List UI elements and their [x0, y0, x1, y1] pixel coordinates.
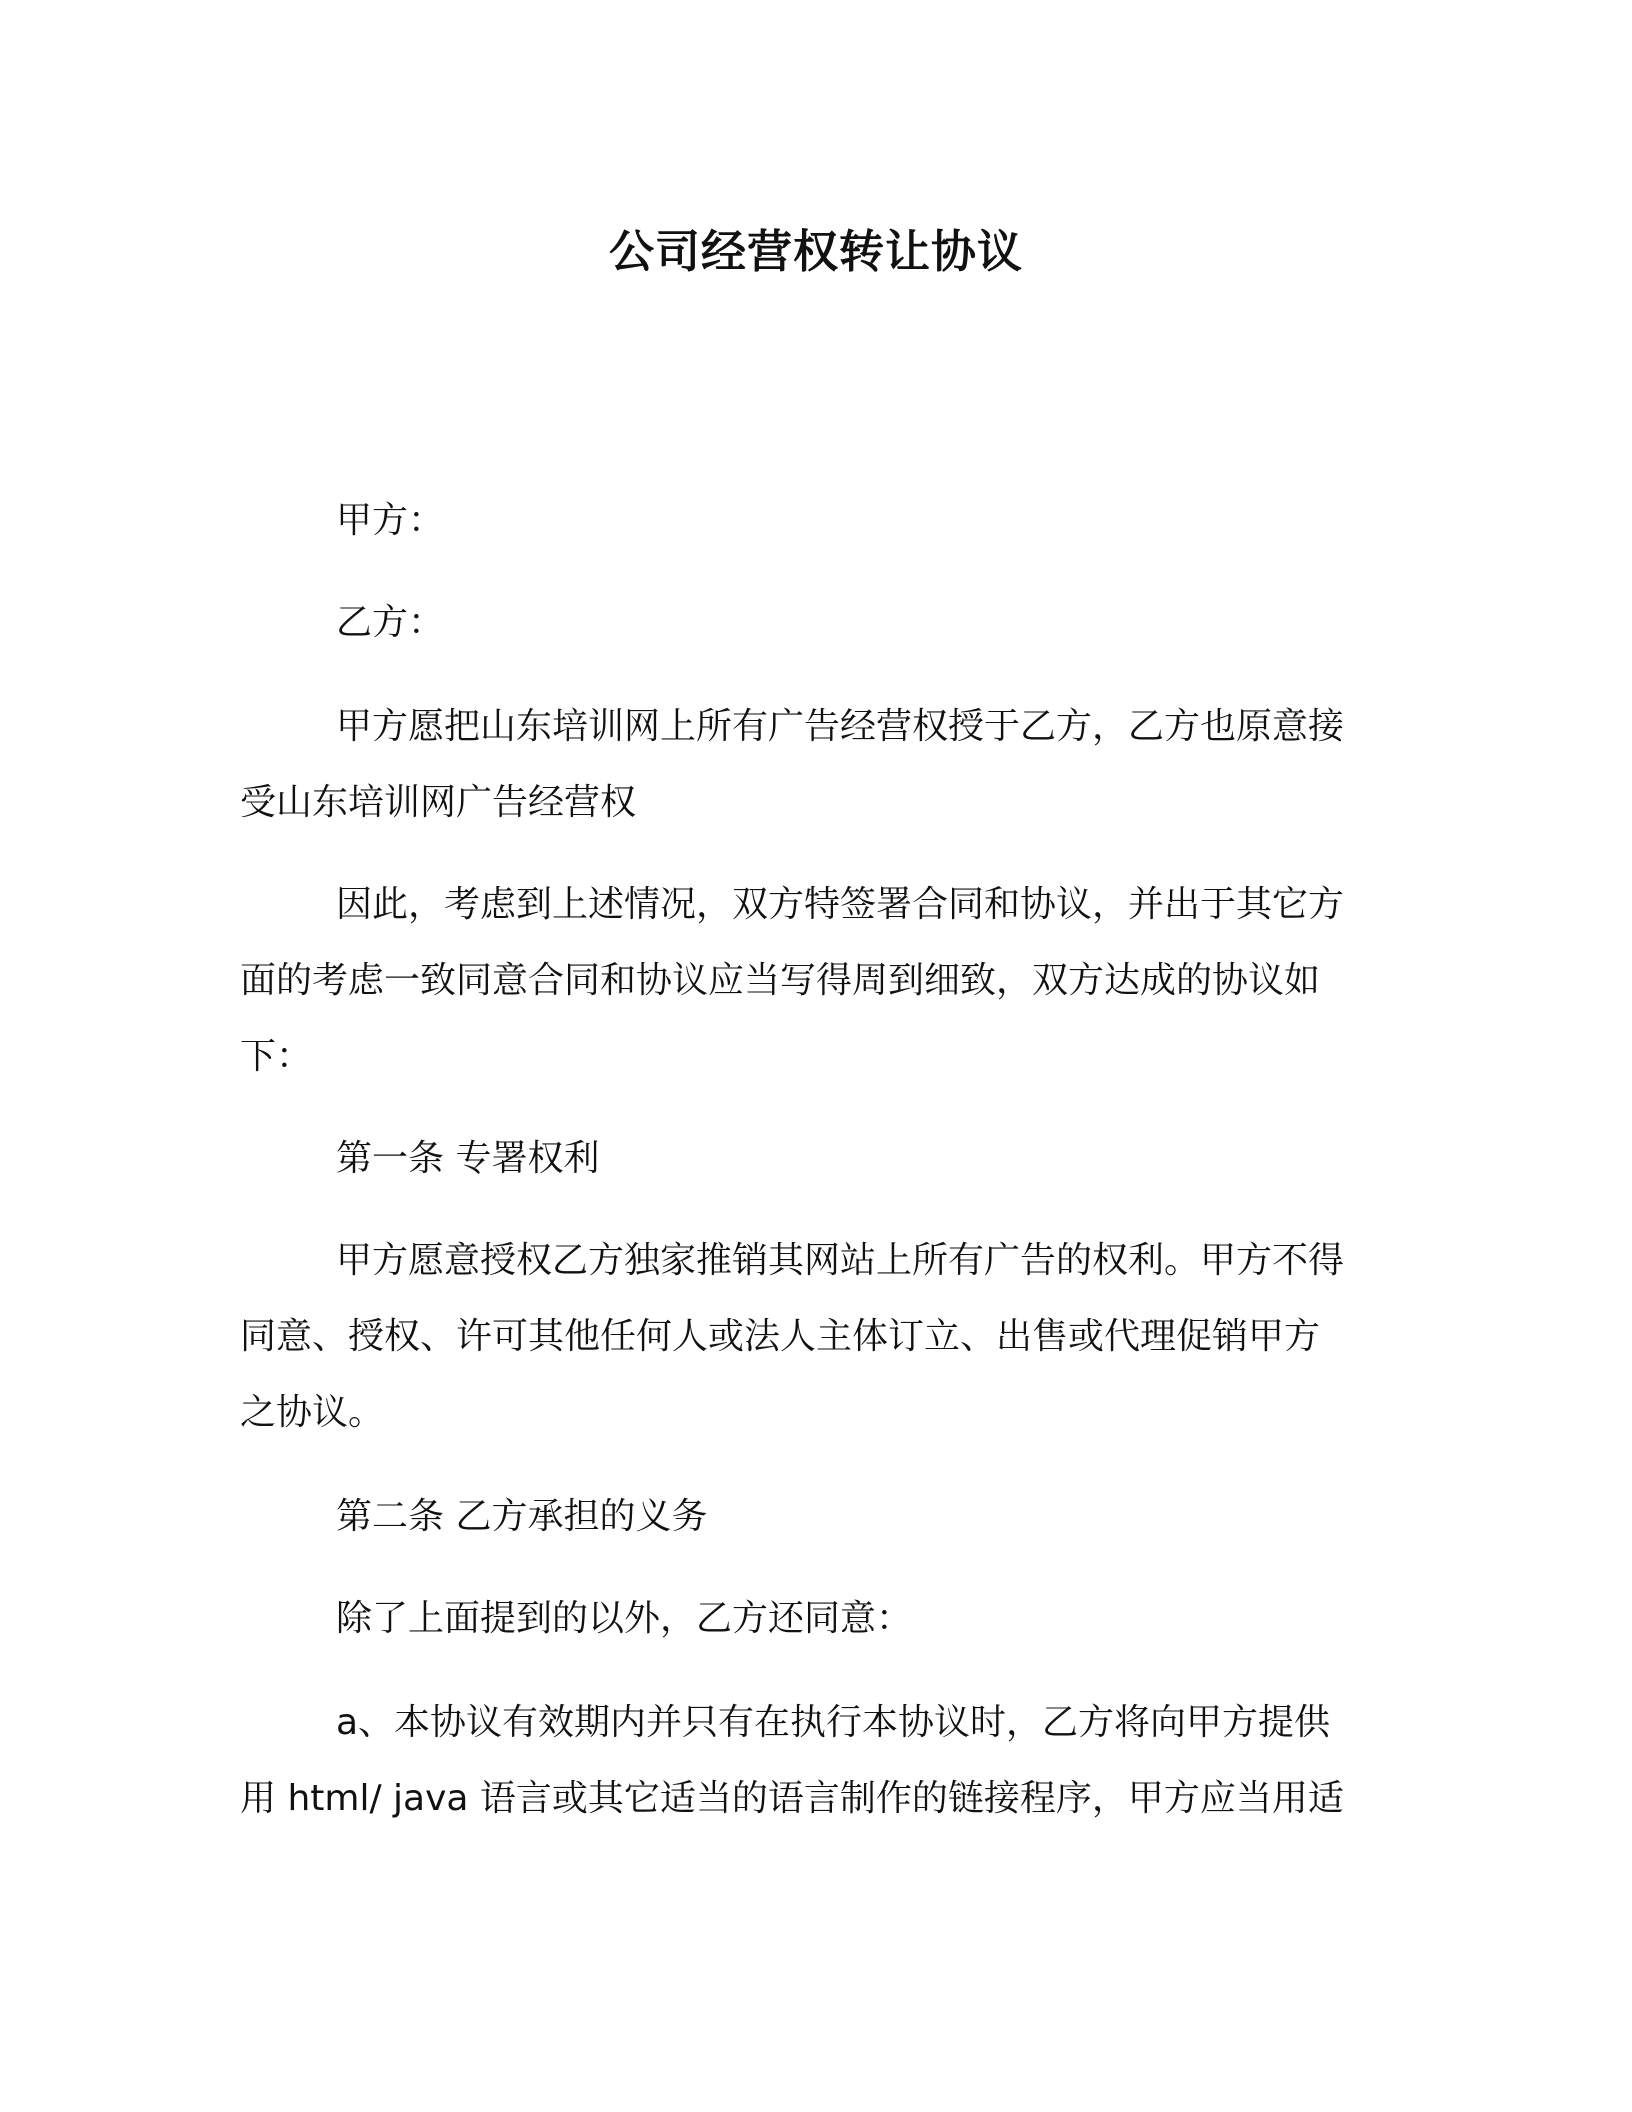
paragraph-line: 除了上面提到的以外，乙方还同意：: [336, 1598, 913, 1639]
paragraph-line: 下：: [240, 1036, 313, 1077]
article-2-heading: 第二条 乙方承担的义务: [336, 1496, 708, 1537]
paragraph-line: 甲方愿意授权乙方独家推销其网站上所有广告的权利。甲方不得: [336, 1240, 1345, 1281]
paragraph-line: 因此，考虑到上述情况，双方特签署合同和协议，并出于其它方: [336, 884, 1345, 925]
party-b-line: 乙方：: [336, 602, 445, 643]
paragraph-line: 同意、授权、许可其他任何人或法人主体订立、出售或代理促销甲方: [240, 1316, 1321, 1357]
paragraph-line: 面的考虑一致同意合同和协议应当写得周到细致，双方达成的协议如: [240, 960, 1321, 1001]
paragraph-line: 用 html/ java 语言或其它适当的语言制作的链接程序，甲方应当用适: [240, 1778, 1344, 1819]
article-1-heading: 第一条 专署权利: [336, 1138, 600, 1179]
paragraph-line: 之协议。: [240, 1392, 385, 1433]
document-title: 公司经营权转让协议: [608, 225, 1023, 278]
paragraph-line: 受山东培训网广告经营权: [240, 782, 637, 823]
paragraph-line: a、本协议有效期内并只有在执行本协议时，乙方将向甲方提供: [336, 1702, 1331, 1743]
paragraph-line: 甲方愿把山东培训网上所有广告经营权授于乙方，乙方也原意接: [336, 706, 1345, 747]
party-a-line: 甲方：: [336, 500, 445, 541]
